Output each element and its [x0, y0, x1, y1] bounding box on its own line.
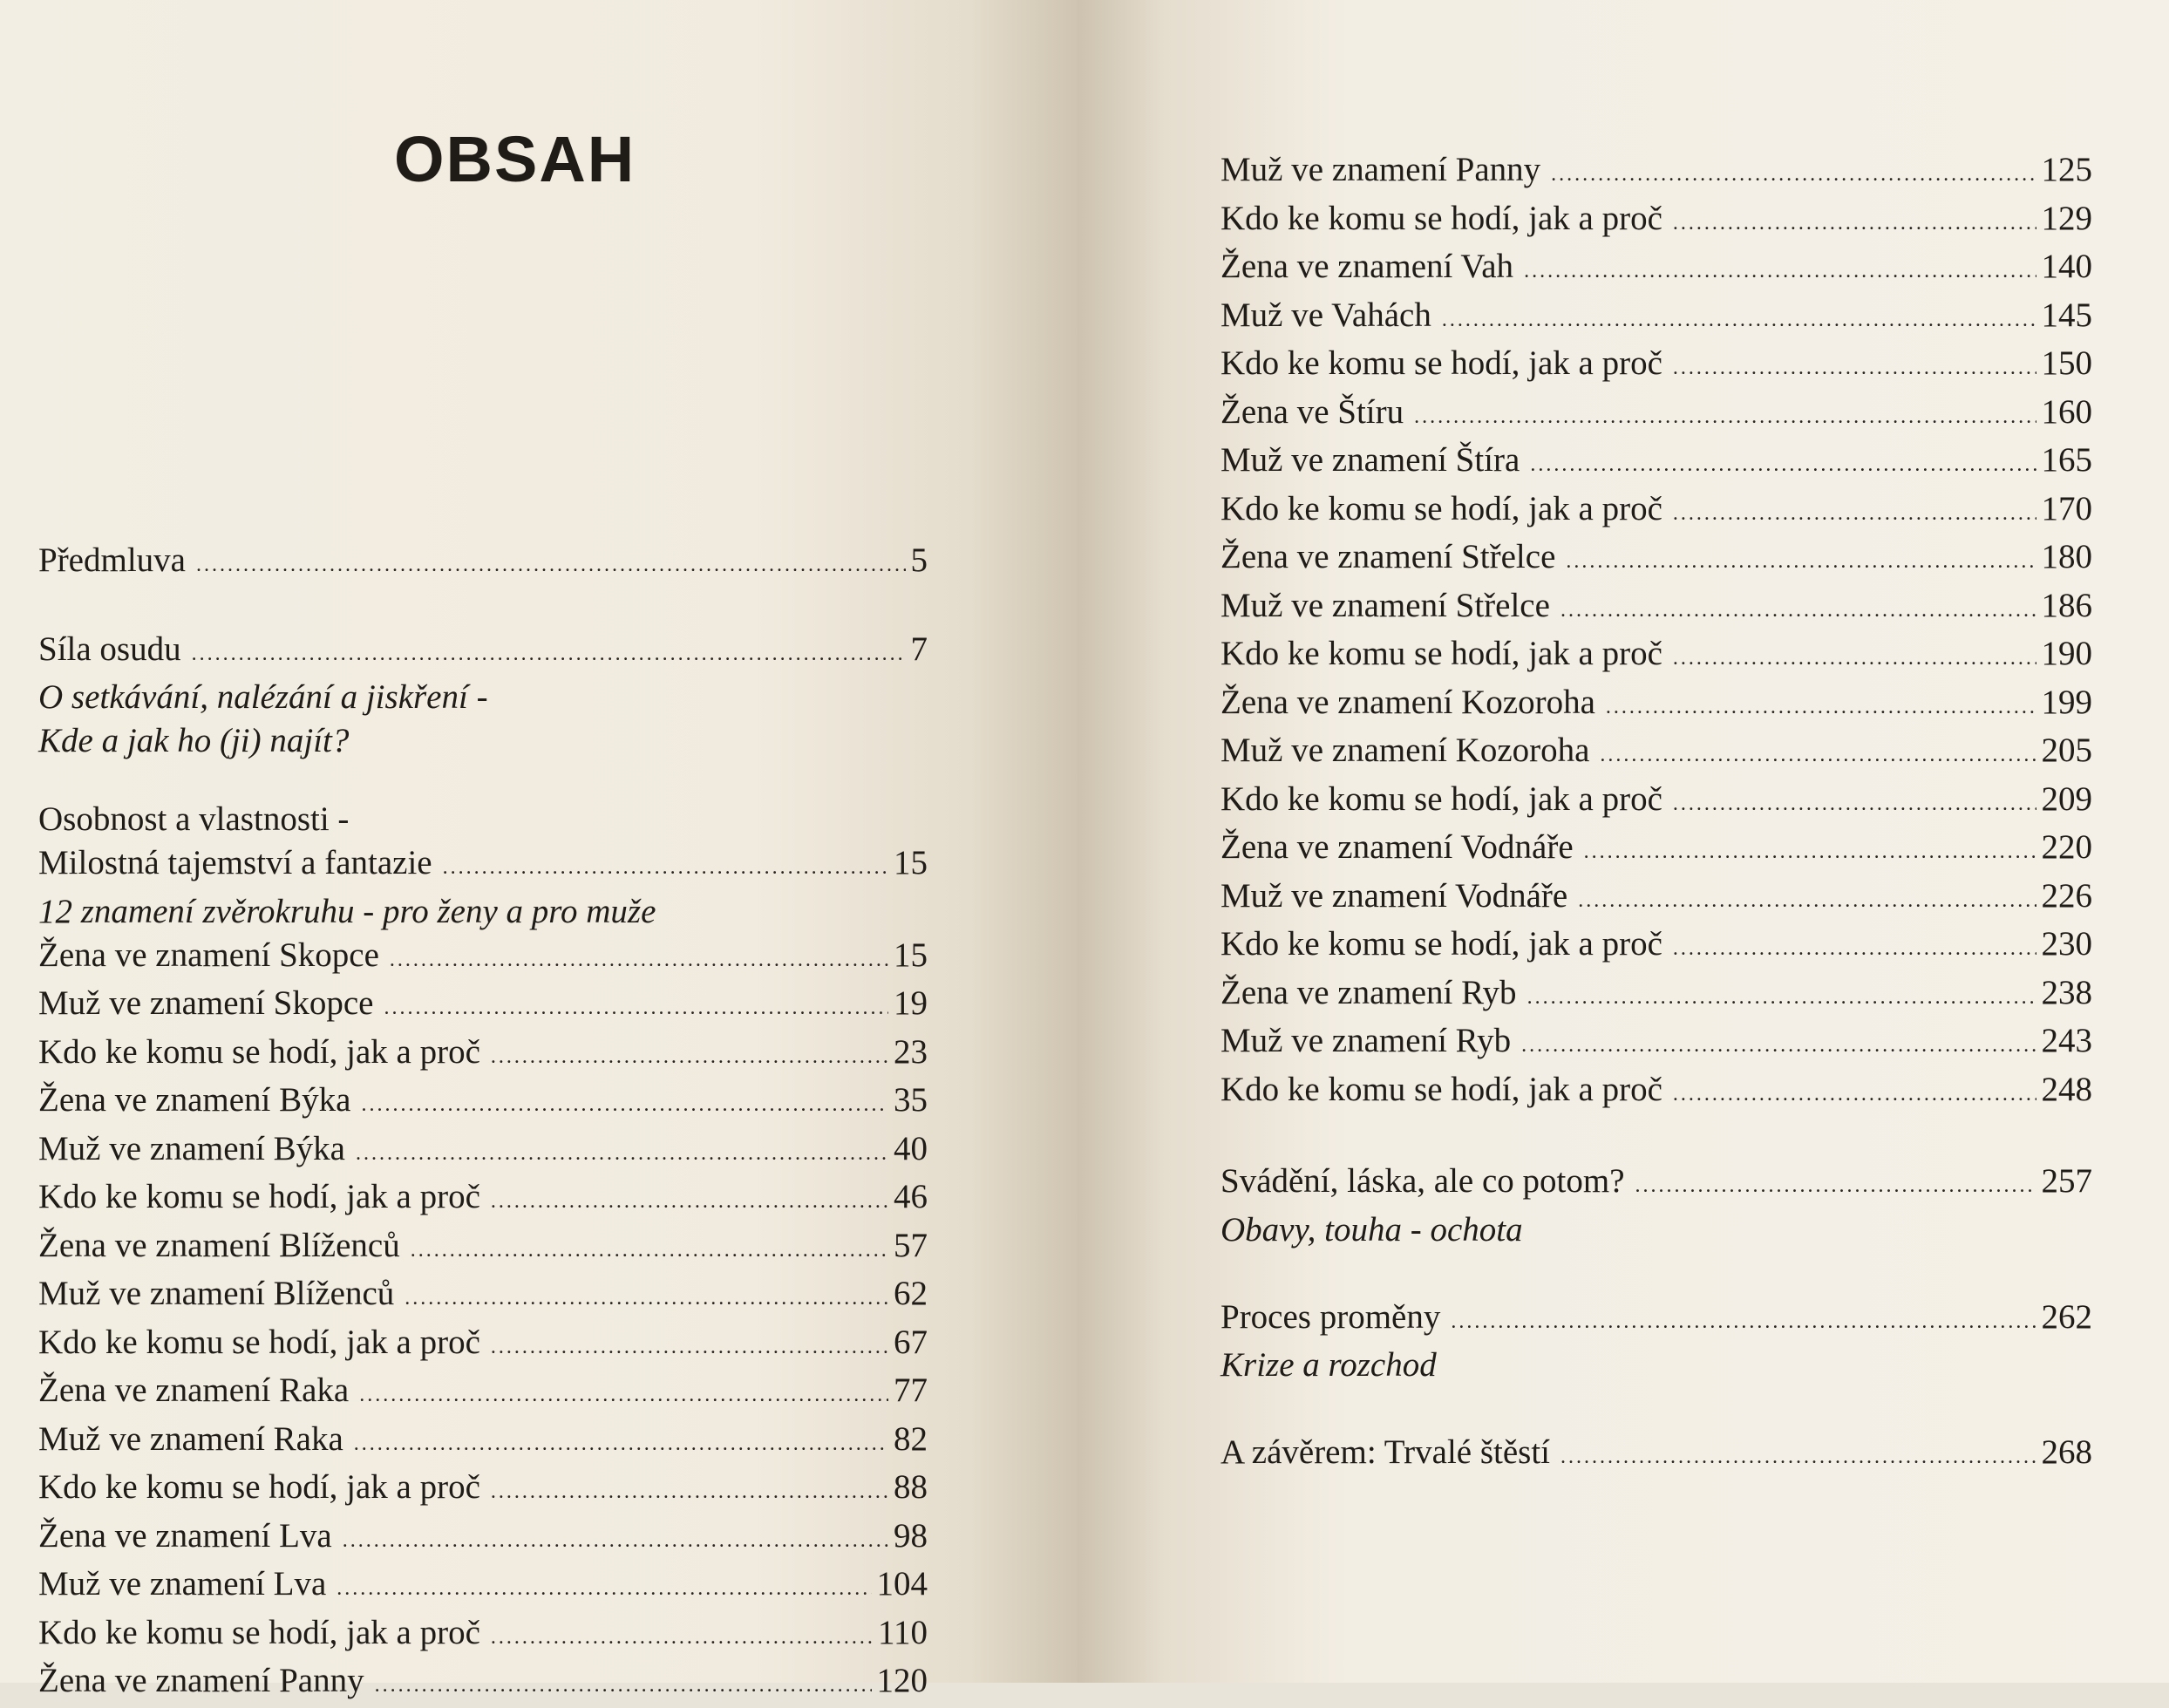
dot-leader	[1606, 686, 2036, 730]
toc-entry	[1220, 439, 2092, 487]
toc-entry	[1220, 874, 2092, 923]
entry-page: 140	[2041, 248, 2092, 285]
dot-leader	[375, 1664, 872, 1708]
dot-leader	[192, 633, 906, 677]
entry-page: 209	[2041, 779, 2092, 818]
dot-leader	[1451, 1301, 2036, 1344]
entry-label: Milostná tajemství a fantazie	[38, 844, 432, 881]
entry-label: A závěrem: Trvalé štěstí	[1220, 1433, 1551, 1471]
entry-page: 77	[894, 1371, 928, 1409]
entry-label: Kdo ke komu se hodí, jak a proč	[1220, 635, 1662, 672]
toc-entry	[38, 1514, 928, 1563]
entry-label: Kdo ke komu se hodí, jak a proč	[38, 1468, 480, 1506]
dot-leader	[1551, 153, 2036, 197]
entry-page: 226	[2041, 876, 2092, 915]
dot-leader	[1673, 783, 2036, 827]
entry-page: 199	[2041, 683, 2092, 721]
section-heading: 12 znamení zvěrokruhu - pro ženy a pro muže	[38, 892, 656, 930]
toc-entry	[1220, 778, 2092, 827]
entry-label: Proces proměny	[1220, 1297, 1441, 1336]
dot-leader	[491, 1036, 888, 1079]
dot-leader	[1442, 299, 2036, 343]
entry-label: Žena ve znamení Kozoroha	[1220, 683, 1595, 721]
toc-entry	[38, 1321, 928, 1370]
dot-leader	[361, 1084, 888, 1127]
toc-entry	[38, 1611, 928, 1660]
toc-entry	[38, 1031, 928, 1079]
entry-page: 23	[894, 1032, 928, 1071]
entry-page: 57	[894, 1226, 928, 1264]
entry-page: 220	[2041, 828, 2092, 866]
entry-page: 230	[2041, 925, 2092, 963]
dot-leader	[354, 1423, 888, 1466]
toc-entry	[38, 1224, 928, 1273]
dot-leader	[411, 1229, 888, 1273]
toc-entry	[38, 1562, 928, 1611]
dot-leader	[1635, 1165, 2036, 1208]
zodiac-entries-right	[1220, 148, 2092, 1116]
entry-page: 104	[876, 1565, 928, 1603]
toc-entry-sila-osudu	[38, 628, 928, 677]
toc-entry	[1220, 391, 2092, 439]
toc-entry	[38, 934, 928, 983]
entry-page: 160	[2041, 392, 2092, 431]
entry-page: 7	[910, 629, 928, 668]
entry-page: 262	[2041, 1297, 2092, 1336]
toc-entry	[38, 1418, 928, 1466]
dot-leader	[1530, 444, 2036, 487]
toc-right	[1220, 148, 2092, 1480]
entry-label: Kdo ke komu se hodí, jak a proč	[38, 1178, 480, 1215]
entry-page: 19	[894, 984, 928, 1022]
entry-label: Síla osudu	[38, 629, 181, 668]
entry-label: Předmluva	[38, 541, 186, 579]
entry-label: Kdo ke komu se hodí, jak a proč	[38, 1032, 480, 1071]
entry-label: Žena ve znamení Vah	[1220, 248, 1514, 285]
dot-leader	[1673, 347, 2036, 391]
toc-entry	[38, 1175, 928, 1224]
dot-leader	[356, 1133, 888, 1176]
entry-label: Svádění, láska, ale co potom?	[1220, 1162, 1625, 1200]
entry-label: Žena ve znamení Raka	[38, 1371, 350, 1409]
entry-label: Žena ve Štíru	[1220, 392, 1404, 431]
entry-page: 238	[2041, 973, 2092, 1011]
toc-entry	[1220, 584, 2092, 633]
entry-page: 67	[894, 1323, 928, 1361]
section-subtitle: O setkávání, nalézání a jiskření -	[38, 678, 488, 716]
toc-entry	[1220, 487, 2092, 536]
entry-label: Muž ve znamení Lva	[38, 1565, 327, 1603]
dot-leader	[1673, 637, 2036, 681]
dot-leader	[1560, 1436, 2036, 1480]
entry-label: Kdo ke komu se hodí, jak a proč	[1220, 779, 1662, 818]
entry-page: 82	[894, 1419, 928, 1458]
toc-entry	[1220, 681, 2092, 730]
entry-page: 5	[910, 541, 928, 579]
entry-label: Žena ve znamení Panny	[38, 1662, 364, 1699]
entry-page: 190	[2041, 635, 2092, 672]
entry-page: 268	[2041, 1433, 2092, 1471]
entry-label: Kdo ke komu se hodí, jak a proč	[38, 1613, 480, 1651]
toc-entry	[38, 1659, 928, 1708]
entry-page: 205	[2041, 732, 2092, 769]
entry-page: 170	[2041, 489, 2092, 527]
toc-entry	[38, 1466, 928, 1514]
left-page	[0, 0, 1078, 1699]
dot-leader	[491, 1181, 888, 1224]
dot-leader	[1673, 493, 2036, 536]
entry-label: Muž ve znamení Střelce	[1220, 586, 1550, 624]
dot-leader	[1414, 396, 2036, 439]
toc-entry	[1220, 245, 2092, 294]
entry-page: 120	[876, 1662, 928, 1699]
entry-label: Žena ve znamení Ryb	[1220, 973, 1517, 1011]
toc-entry	[1220, 1019, 2092, 1068]
entry-page: 35	[894, 1081, 928, 1119]
toc-entry	[38, 1369, 928, 1418]
toc-entry	[38, 1127, 928, 1176]
dot-leader	[337, 1568, 871, 1611]
zodiac-entries-left	[38, 934, 928, 1708]
dot-leader	[390, 939, 888, 983]
entry-label: Muž ve znamení Kozoroha	[1220, 732, 1590, 769]
dot-leader	[491, 1326, 888, 1370]
entry-label: Muž ve znamení Ryb	[1220, 1022, 1512, 1059]
entry-page: 165	[2041, 441, 2092, 479]
entry-label: Žena ve znamení Skopce	[38, 936, 379, 974]
entry-page: 243	[2041, 1022, 2092, 1059]
toc-entry	[1220, 342, 2092, 391]
toc-entry	[1220, 148, 2092, 197]
entry-page: 88	[894, 1468, 928, 1506]
dot-leader	[491, 1471, 888, 1514]
entry-label: Muž ve znamení Vodnáře	[1220, 876, 1568, 915]
entry-label: Žena ve znamení Střelce	[1220, 538, 1556, 575]
toc-entry	[1220, 197, 2092, 246]
entry-page: 180	[2041, 538, 2092, 575]
toc-entry-zaverem	[1220, 1431, 2092, 1480]
dot-leader	[1527, 976, 2036, 1020]
toc-left	[38, 539, 928, 1708]
entry-page: 15	[894, 844, 928, 881]
entry-page: 125	[2041, 151, 2092, 188]
dot-leader	[1566, 541, 2036, 584]
entry-label: Muž ve znamení Skopce	[38, 984, 374, 1022]
dot-leader	[1600, 734, 2036, 778]
entry-page: 248	[2041, 1070, 2092, 1108]
entry-label: Kdo ke komu se hodí, jak a proč	[1220, 1070, 1662, 1108]
dot-leader	[1521, 1024, 2036, 1068]
dot-leader	[343, 1520, 888, 1563]
toc-entry	[1220, 1068, 2092, 1117]
entry-label: Kdo ke komu se hodí, jak a proč	[38, 1323, 480, 1361]
section-subtitle: Obavy, touha - ochota	[1220, 1210, 1523, 1249]
entry-page: 257	[2041, 1162, 2092, 1200]
dot-leader	[1673, 202, 2036, 246]
entry-label: Muž ve znamení Blíženců	[38, 1275, 395, 1312]
entry-label: Kdo ke komu se hodí, jak a proč	[1220, 925, 1662, 963]
entry-page: 15	[894, 936, 928, 974]
entry-page: 46	[894, 1178, 928, 1215]
toc-entry	[38, 982, 928, 1031]
dot-leader	[405, 1277, 888, 1321]
toc-entry-osobnost	[38, 841, 928, 890]
toc-entry	[1220, 922, 2092, 971]
entry-label: Muž ve znamení Panny	[1220, 151, 1541, 188]
dot-leader	[1578, 880, 2036, 923]
toc-entry-proces	[1220, 1296, 2092, 1344]
entry-page: 150	[2041, 344, 2092, 382]
toc-entry-svadeni	[1220, 1160, 2092, 1208]
toc-entry	[38, 1079, 928, 1127]
section-subtitle: Krize a rozchod	[1220, 1346, 1437, 1384]
entry-page: 98	[894, 1516, 928, 1555]
entry-page: 145	[2041, 296, 2092, 334]
dot-leader	[359, 1374, 888, 1418]
dot-leader	[1584, 831, 2036, 874]
dot-leader	[1524, 250, 2036, 294]
entry-label: Žena ve znamení Vodnáře	[1220, 828, 1574, 866]
entry-label-line: Osobnost a vlastnosti -	[38, 800, 350, 838]
toc-entry	[38, 1272, 928, 1321]
toc-entry	[1220, 971, 2092, 1020]
entry-page: 186	[2041, 586, 2092, 624]
entry-label: Kdo ke komu se hodí, jak a proč	[1220, 344, 1662, 382]
entry-label: Kdo ke komu se hodí, jak a proč	[1220, 199, 1662, 237]
dot-leader	[1673, 928, 2036, 971]
entry-label: Muž ve znamení Raka	[38, 1419, 343, 1458]
entry-label: Žena ve znamení Blíženců	[38, 1226, 400, 1264]
dot-leader	[1673, 1073, 2036, 1117]
toc-entry	[1220, 294, 2092, 343]
entry-page: 40	[894, 1129, 928, 1167]
entry-label: Žena ve znamení Lva	[38, 1516, 332, 1555]
dot-leader	[384, 987, 888, 1031]
section-subtitle: Kde a jak ho (ji) najít?	[38, 722, 350, 759]
dot-leader	[491, 1616, 873, 1660]
toc-entry	[1220, 632, 2092, 681]
entry-label: Muž ve znamení Býka	[38, 1129, 345, 1167]
dot-leader	[196, 544, 906, 588]
contents-title: OBSAH	[394, 123, 636, 195]
toc-entry-predmluva	[38, 539, 928, 588]
entry-label: Žena ve znamení Býka	[38, 1081, 351, 1119]
dot-leader	[1560, 589, 2036, 633]
toc-entry	[1220, 826, 2092, 874]
entry-label: Muž ve znamení Štíra	[1220, 441, 1520, 479]
dot-leader	[443, 847, 888, 890]
entry-label: Muž ve Vahách	[1220, 296, 1431, 334]
entry-label: Kdo ke komu se hodí, jak a proč	[1220, 489, 1662, 527]
entry-page: 62	[894, 1275, 928, 1312]
toc-entry	[1220, 729, 2092, 778]
toc-entry	[1220, 535, 2092, 584]
entry-page: 110	[877, 1613, 928, 1651]
entry-page: 129	[2041, 199, 2092, 237]
